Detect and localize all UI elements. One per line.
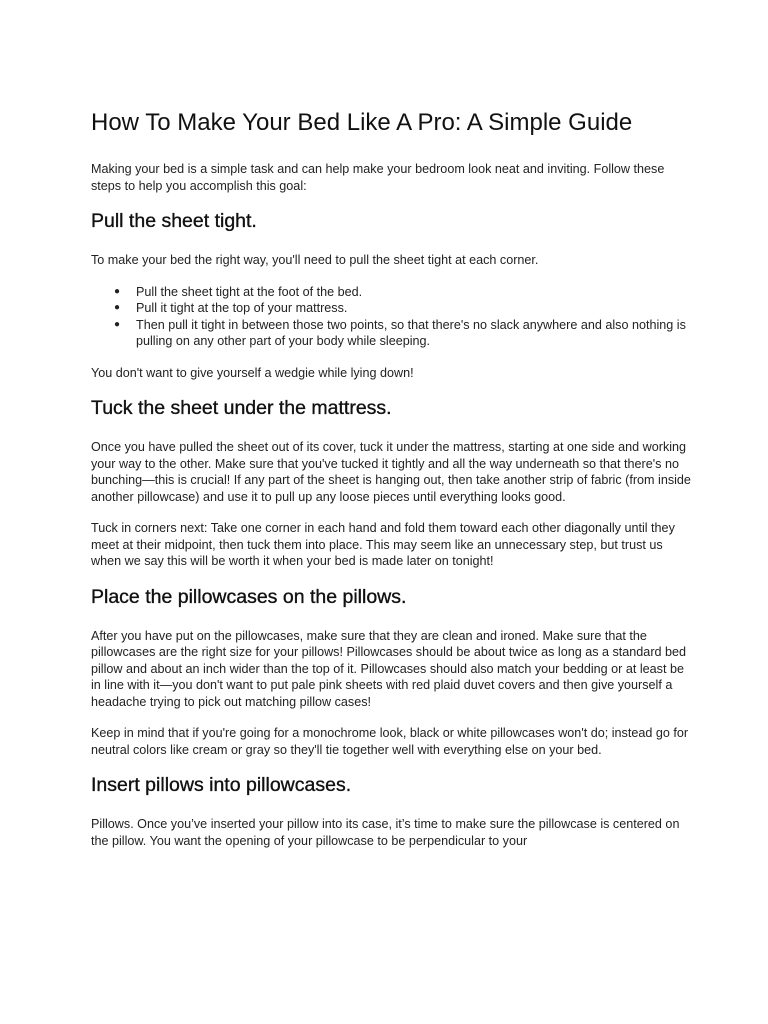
section-heading-pull-sheet: Pull the sheet tight. xyxy=(91,210,257,232)
bullet-icon: ● xyxy=(114,302,121,313)
bullet-list xyxy=(91,284,691,350)
document-page xyxy=(91,108,691,864)
section-heading-tuck-sheet: Tuck the sheet under the mattress. xyxy=(91,397,392,419)
section-paragraph: Once you have pulled the sheet out of its cover, tuck it under the mattress, starting at one side and working your way to the other. Make sure that you've tucked it tightly and all the way underneath so that there's no bunching—this is crucial! If any part of the sheet is hanging out, then take another strip of fabric (from inside another pillowcase) and use it to pull up any loose pieces until everything looks good. xyxy=(91,440,691,504)
list-item xyxy=(91,300,691,317)
section-paragraph: After you have put on the pillowcases, make sure that they are clean and ironed. Make sure that the pillowcases are the right size for your pillows! Pillowcases should be about twice as long as a standard bed pillow and about an inch wider than the top of it. Pillowcases should also match your bedding or at least be in line with it—you don't want to put pale pink sheets with red plaid duvet covers and then give yourself a headache trying to pick out matching pillow cases! xyxy=(91,628,687,709)
page-title: How To Make Your Bed Like A Pro: A Simple Guide xyxy=(91,109,633,136)
section-paragraph: Pillows. Once you’ve inserted your pillow into its case, it’s time to make sure the pillowcase is centered on the pillow. You want the opening of your pillowcase to be perpendicular to your xyxy=(91,817,680,848)
bullet-icon: ● xyxy=(114,285,121,297)
list-item xyxy=(91,284,691,301)
list-item xyxy=(91,317,691,350)
list-item-text: Pull the sheet tight at the foot of the bed. xyxy=(136,284,363,299)
section-heading-place-pillowcases: Place the pillowcases on the pillows. xyxy=(91,585,407,608)
section-paragraph: You don't want to give yourself a wedgie while lying down! xyxy=(91,365,414,380)
section-paragraph: Tuck in corners next: Take one corner in each hand and fold them toward each other diagonally until they meet at their midpoint, then tuck them into place. This may seem like an unnecessary step, but trust us when we say this will be worth it when your bed is made later on tonight! xyxy=(91,521,675,568)
section-heading-insert-pillows: Insert pillows into pillowcases. xyxy=(91,774,352,796)
list-item-text: Then pull it tight in between those two points, so that there's no slack anywhere and also nothing is pulling on any other part of your body while sleeping. xyxy=(136,317,686,348)
intro-paragraph: Making your bed is a simple task and can help make your bedroom look neat and inviting. Follow these steps to help you accomplish this goal: xyxy=(91,162,665,193)
list-item-text: Pull it tight at the top of your mattress. xyxy=(136,301,348,315)
section-paragraph: Keep in mind that if you're going for a monochrome look, black or white pillowcases won't do; instead go for neutral colors like cream or gray so they'll tie together well with everything else on your bed. xyxy=(91,726,689,757)
bullet-icon: ● xyxy=(114,318,121,330)
section-paragraph: To make your bed the right way, you'll need to pull the sheet tight at each corner. xyxy=(91,253,539,267)
